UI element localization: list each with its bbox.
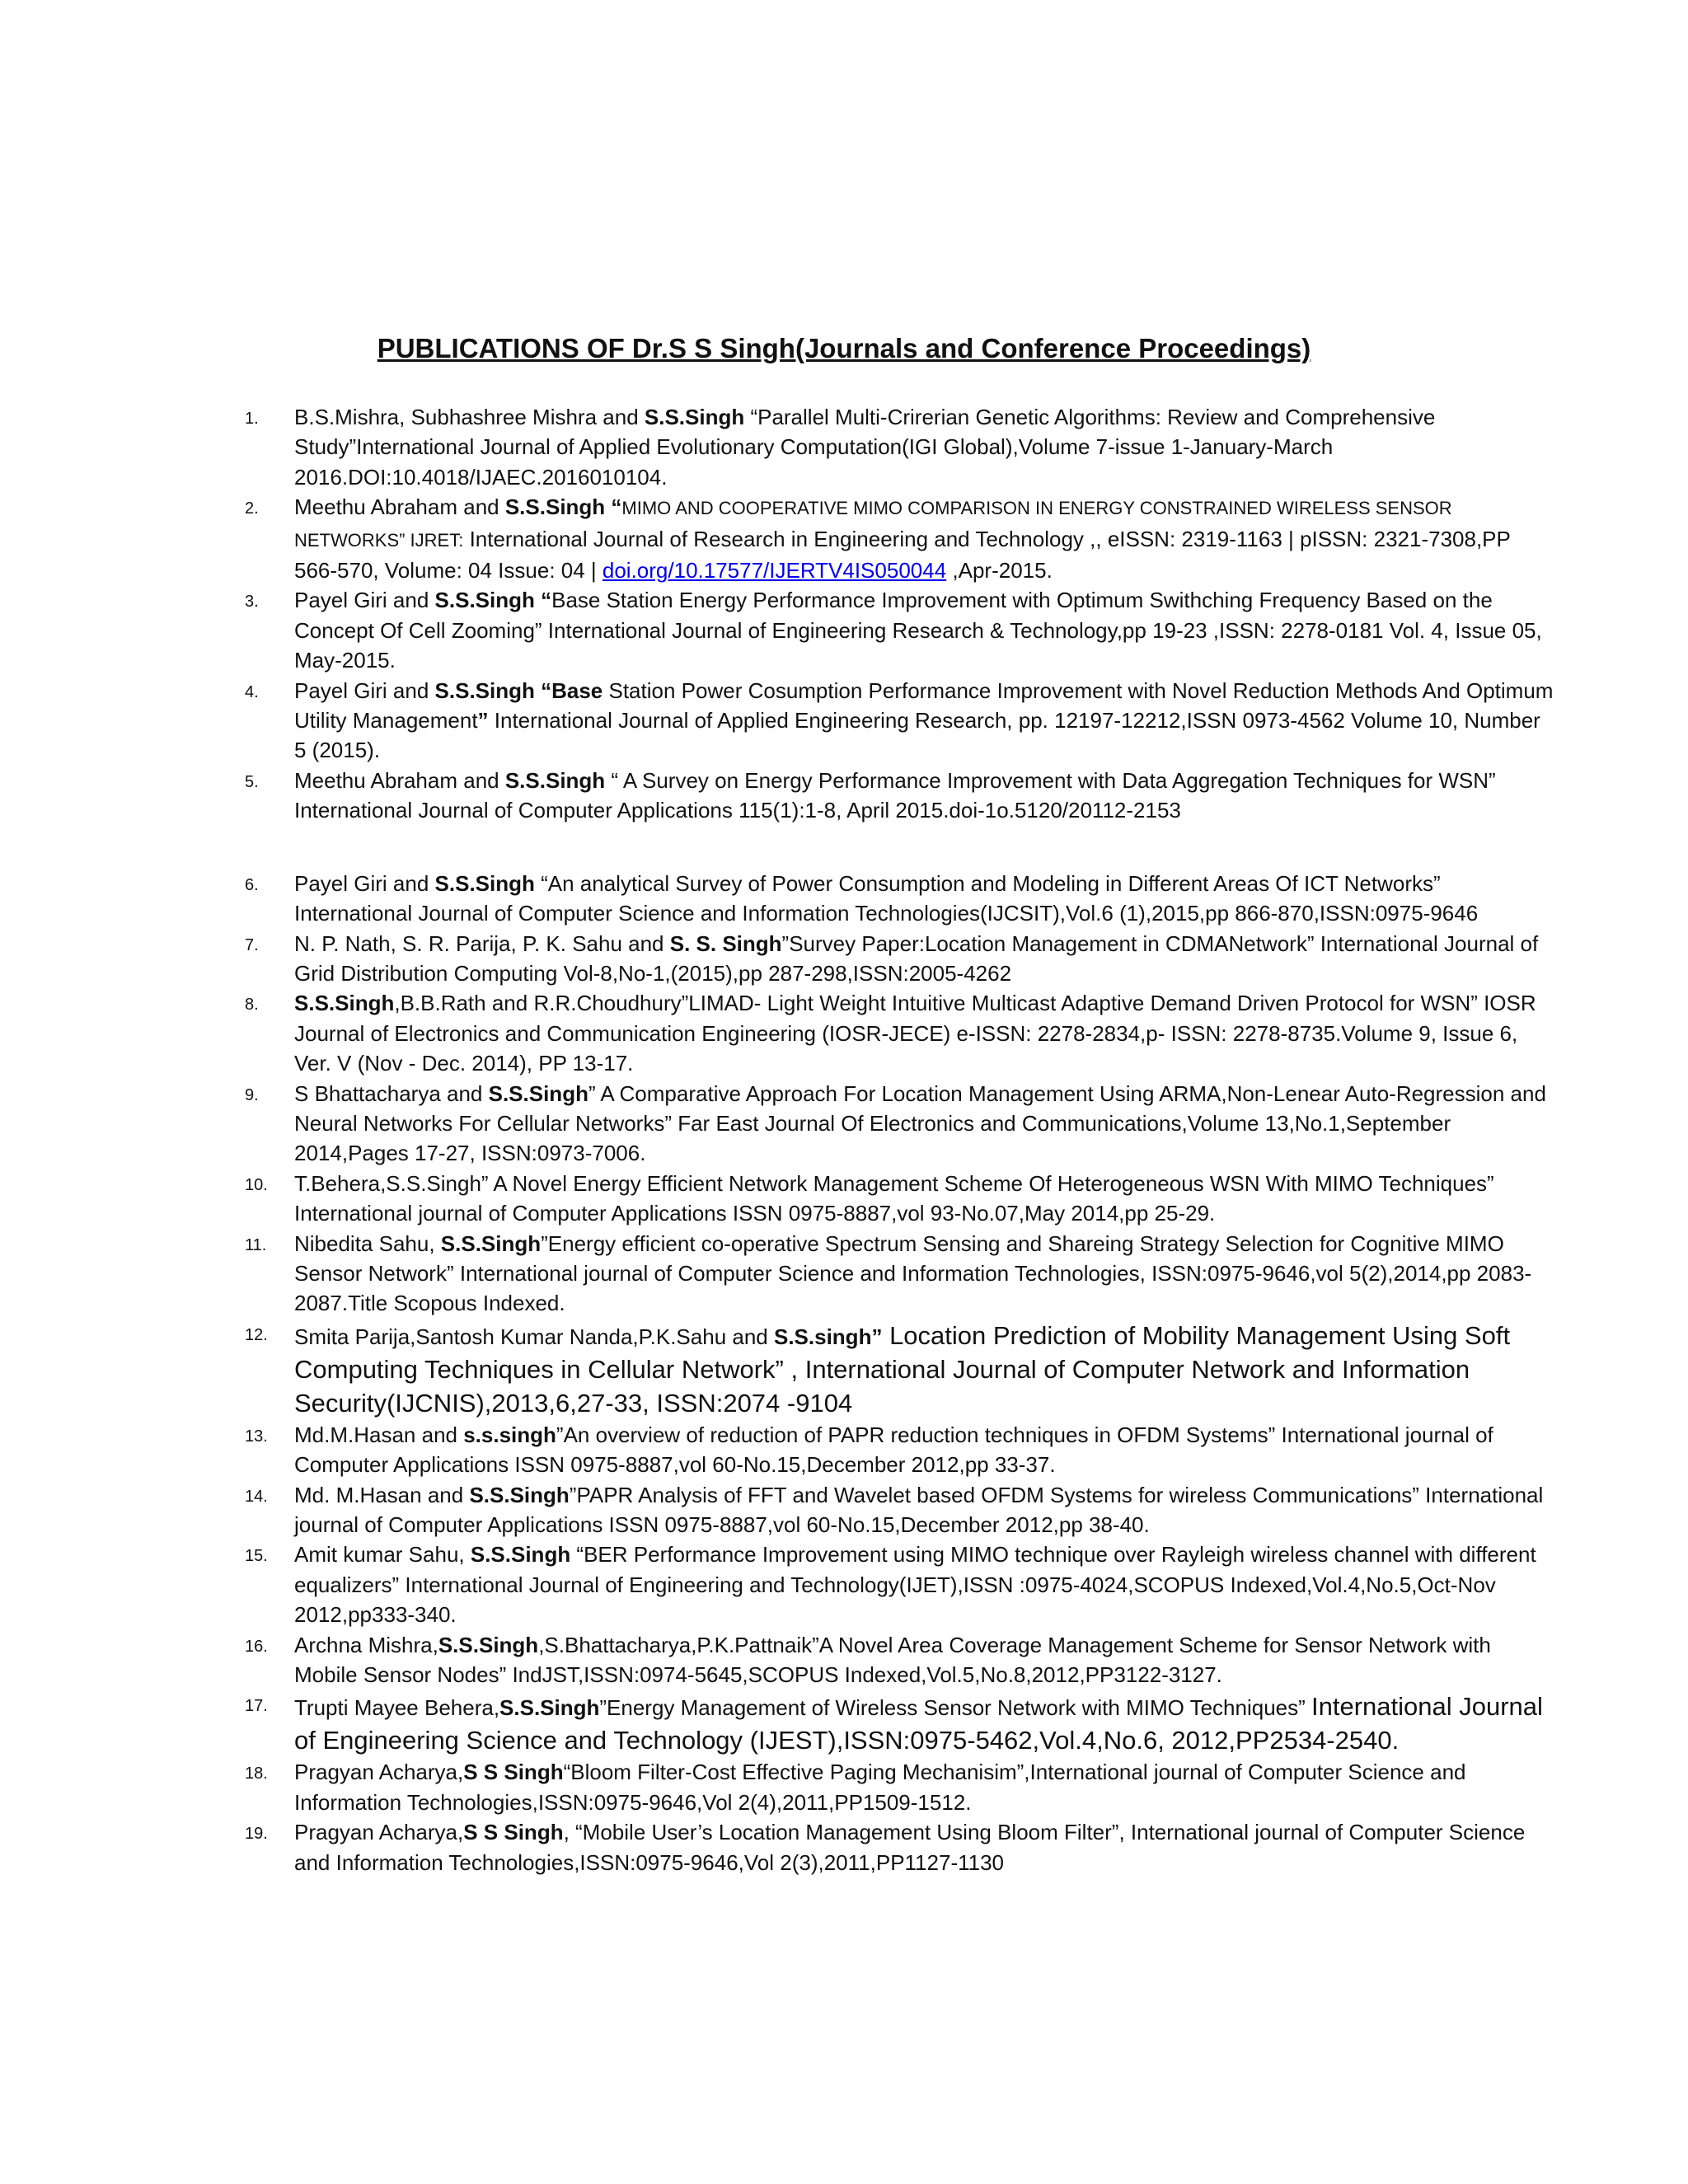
publication-number: 6. [245,875,259,894]
publication-number: 11. [245,1235,267,1254]
publication-text: ,B.B.Rath and R.R.Choudhury”LIMAD- Light Weight Intuitive Multicast Adaptive Demand Driven Protocol for WSN” IOSR Journal of Electronics and Communication Engineering (IOSR-JECE) e-ISSN: 2278-2834,p- ISSN: 2278-8735.Volume 9, Issue 6, Ver. V (Nov - Dec. 2014), PP 13-17. [294,991,1536,1076]
publication-number: 15. [245,1547,268,1566]
author-highlight: S.S.Singh [440,1230,542,1256]
author-highlight: S.S.Singh [499,1695,600,1721]
publication-text: MIMO AND COOPERATIVE MIMO COMPARISON IN ENERGY CONSTRAINED WIRELESS SENSOR NETWORKS” IJRET: [294,498,1452,551]
publication-text: Smita Parija,Santosh Kumar Nanda,P.K.Sahu and [294,1324,774,1349]
publication-text: Location Prediction of Mobility Management Using Soft Computing Techniques in Cellular Network” , International Journal of Computer Network and Information Security(IJCNIS),2013,6,27-33, ISSN:2074 -9104 [294,1320,1511,1418]
publication-number: 5. [245,772,259,791]
publication-text: Trupti Mayee Behera, [294,1695,500,1721]
author-highlight: s.s.singh [463,1422,556,1447]
author-highlight: S.S.singh” [773,1324,883,1349]
author-highlight: S.S.Singh “ [434,588,552,613]
publication-item [0,492,1688,585]
publication-text: ”PAPR Analysis of FFT and Wavelet based OFDM Systems for wireless Communications” International journal of Computer Applications ISSN 0975-8887,vol 60-No.15,December 2012,pp 38-40. [294,1482,1544,1537]
author-highlight: S.S.Singh [504,767,606,793]
publication-number: 17. [245,1697,268,1716]
publication-text: B.S.Mishra, Subhashree Mishra and [294,405,645,429]
author-highlight: S. S. Singh [669,930,782,956]
publication-text: “BER Performance Improvement using MIMO technique over Rayleigh wireless channel with different equalizers” International Journal of Engineering and Technology(IJET),ISSN :0975-4024,SCOPUS Indexed,Vol.4,No.5,Oct-Nov 2012,pp333-340. [294,1542,1536,1628]
author-highlight: S.S.Singh [644,405,745,429]
publication-item [0,1169,1688,1229]
publication-item [0,1319,1688,1420]
publication-item [0,1079,1688,1169]
publication-text: International Journal of Applied Engineering Research, pp. 12197-12212,ISSN 0973-4562 Volume 10, Number 5 (2015). [294,708,1540,763]
publication-text: Archna Mishra, [294,1632,438,1657]
publication-number: 7. [245,935,259,954]
publication-text: “An analytical Survey of Power Consumption and Modeling in Different Areas Of ICT Networks” International Journal of Computer Science and Information Technologies(IJCSIT),Vol.6 (1),2015,pp 866-870,ISSN:0975-9646 [294,870,1479,926]
publication-text: T.Behera,S.S.Singh” A Novel Energy Efficient Network Management Scheme Of Heterogeneous WSN With MIMO Techniques” International journal of Computer Applications ISSN 0975-8887,vol 93-No.07,May 2014,pp 25-29. [294,1170,1494,1226]
publication-number: 14. [245,1487,268,1506]
publication-item [0,402,1688,492]
publication-text: , “Mobile User’s Location Management Using Bloom Filter”, International journal of Computer Science and Information Technologies,ISSN:0975-9646,Vol 2(3),2011,PP1127-1130 [294,1820,1526,1875]
publication-text: ”An overview of reduction of PAPR reduction techniques in OFDM Systems” International journal of Computer Applications ISSN 0975-8887,vol 60-No.15,December 2012,pp 33-37. [294,1422,1493,1478]
publication-item [0,585,1688,675]
publication-text: “ A Survey on Energy Performance Improvement with Data Aggregation Techniques for WSN” International Journal of Computer Applications 115(1):1-8, April 2015.doi-1o.5120/20112-2153 [294,767,1496,823]
publication-item [0,1229,1688,1319]
publication-text: Station Power Cosumption Performance Improvement with Novel Reduction Methods And Optimum Utility Management [294,677,1554,733]
publication-item [0,766,1688,826]
publication-item [0,1630,1688,1690]
publication-text: Md.M.Hasan and [294,1422,464,1447]
author-highlight: S.S.Singh [470,1542,571,1568]
publication-text: ,Apr-2015. [946,558,1053,583]
publication-number: 9. [245,1085,259,1104]
publication-text: “Parallel Multi-Crirerian Genetic Algorithms: Review and Comprehensive Study”International Journal of Applied Evolutionary Computation(IGI Global),Volume 7-issue 1-January-March 2016.DOI:10.4018/IJAEC.2016010104. [294,405,1436,490]
publication-item [0,929,1688,989]
publication-text: International Journal of Engineering Science and Technology (IJEST),ISSN:0975-5462,Vol.4,No.6, 2012,PP2534-2540. [294,1692,1543,1755]
page-title: PUBLICATIONS OF Dr.S S Singh(Journals and Conference Proceedings) [377,333,1311,363]
publication-text: ”Energy efficient co-operative Spectrum Sensing and Shareing Strategy Selection for Cognitive MIMO Sensor Network” International journal of Computer Science and Information Technologies, ISSN:0975-9646,vol 5(2),2014,pp 2083-2087.Title Scopous Indexed. [294,1230,1532,1316]
publication-item [0,1480,1688,1540]
publication-number: 19. [245,1825,268,1844]
publication-item [0,1757,1688,1817]
publication-number: 3. [245,593,259,612]
publication-number: 2. [245,499,259,518]
author-highlight: S S Singh [463,1760,564,1785]
publication-text: Base Station Energy Performance Improvement with Optimum Swithching Frequency Based on the Concept Of Cell Zooming” International Journal of Engineering Research & Technology,pp 19-23 ,ISSN: 2278-0181 Vol. 4, Issue 05, May-2015. [294,588,1542,673]
publication-text: Meethu Abraham and [294,494,505,520]
publication-text: Pragyan Acharya, [294,1760,464,1785]
publication-text: S Bhattacharya and [294,1080,489,1106]
publication-number: 10. [245,1175,268,1194]
publication-text: ” A Comparative Approach For Location Management Using ARMA,Non-Lenear Auto-Regression and Neural Networks For Cellular Networks” Far East Journal Of Electronics and Communications,Volume 13,No.1,September 2014,Pages 17-27, ISSN:0973-7006. [294,1080,1546,1166]
publication-number: 12. [245,1325,268,1344]
publication-text: Amit kumar Sahu, [294,1542,471,1568]
publication-text: Meethu Abraham and [294,767,505,793]
publication-text: Pragyan Acharya, [294,1820,464,1845]
publication-text: Nibedita Sahu, [294,1230,441,1256]
publication-item [0,1420,1688,1480]
publication-text: International Journal of Research in Engineering and Technology ,, eISSN: 2319-1163 | pISSN: 2321-7308,PP 566-570, Volume: 04 Issue: 04 | [294,526,1511,583]
author-highlight: S.S.Singh [469,1482,570,1507]
publication-text: ,S.Bhattacharya,P.K.Pattnaik”A Novel Area Coverage Management Scheme for Sensor Network with Mobile Sensor Nodes” IndJST,ISSN:0974-5645,SCOPUS Indexed,Vol.5,No.8,2012,PP3122-3127. [294,1632,1491,1688]
publication-text: ”Energy Management of Wireless Sensor Network with MIMO Techniques” [599,1695,1312,1721]
publication-number: 13. [245,1427,268,1446]
publication-number: 16. [245,1637,268,1656]
publication-item [0,676,1688,766]
publication-text: Payel Giri and [294,588,435,613]
doi-link[interactable]: doi.org/10.17577/IJERTV4IS050044 [602,558,947,583]
author-highlight: ” [477,708,489,733]
publication-item [0,988,1688,1078]
publication-text: Payel Giri and [294,677,435,703]
publication-item [0,869,1688,929]
publication-number: 4. [245,682,259,701]
author-highlight: S S Singh [463,1820,564,1845]
author-highlight: S.S.Singh “ [504,494,622,520]
author-highlight: S.S.Singh [488,1080,588,1106]
publication-item [0,1817,1688,1877]
author-highlight: S.S.Singh [294,991,395,1016]
publication-item [0,1690,1688,1757]
publication-text: ”Survey Paper:Location Management in CDMANetwork” International Journal of Grid Distribution Computing Vol-8,No-1,(2015),pp 287-298,ISSN:2005-4262 [294,930,1539,986]
publication-item [0,1540,1688,1629]
author-highlight: S.S.Singh [434,870,535,896]
author-highlight: S.S.Singh “Base [434,677,603,703]
publication-text: N. P. Nath, S. R. Parija, P. K. Sahu and [294,930,670,956]
publication-list [0,402,1688,1877]
author-highlight: S.S.Singh [438,1632,539,1657]
publication-number: 18. [245,1765,268,1783]
publication-text: “Bloom Filter-Cost Effective Paging Mechanisim”,International journal of Computer Science and Information Technologies,ISSN:0975-9646,Vol 2(4),2011,PP1509-1512. [294,1760,1466,1815]
publication-number: 1. [245,410,259,428]
publication-text: Payel Giri and [294,870,435,896]
publication-number: 8. [245,996,259,1015]
publication-text: Md. M.Hasan and [294,1482,470,1507]
